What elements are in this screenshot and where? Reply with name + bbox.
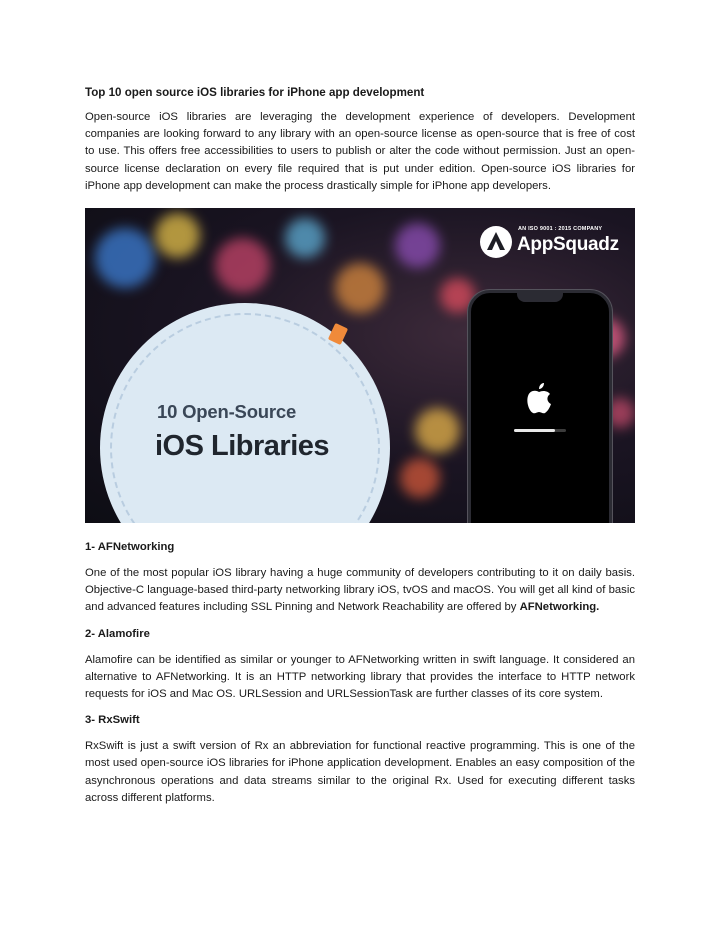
phone-notch <box>517 293 563 302</box>
bokeh-light <box>155 213 200 258</box>
boot-progress-bar <box>514 429 566 432</box>
apple-logo-icon <box>525 381 553 415</box>
section-body: RxSwift is just a swift version of Rx an abbreviation for functional reactive programming. This is one of the most used open-source iOS libraries for iPhone application development. Enables an easy composition of the asynchronous operations and data streams similar to the original Rx. Used for executing different tasks across different platforms. <box>85 740 635 804</box>
bokeh-light <box>335 263 385 313</box>
iphone-mockup <box>468 290 612 523</box>
bokeh-light <box>400 458 440 498</box>
brand-name: AppSquadz <box>517 234 619 256</box>
section-heading: 2- Alamofire <box>85 627 150 640</box>
bokeh-light <box>215 238 270 293</box>
document-page <box>85 84 635 807</box>
section-body <box>85 565 635 617</box>
article-title: Top 10 open source iOS libraries for iPhone app development <box>85 86 425 99</box>
bokeh-light <box>285 218 325 258</box>
section-body-text: One of the most popular iOS library having a huge community of developers contributing to it on daily basis. Objective-C language-based third-party networking library iOS, tvOS and macOS. You will get all kind of basic and advanced features including SSL Pinning and Network Reachability are offered by <box>85 567 635 614</box>
intro-paragraph: Open-source iOS libraries are leveraging the development experience of developers. Development companies are looking forward to any library with an open-source license as open-source that is free of cost to use. This offers free accessibilities to users to publish or alter the code without permission. Just an open-source license declaration on every file required that is put under edition. Open-source iOS libraries for iPhone app development can make the process drastically simple for iPhone app developers. <box>85 111 635 192</box>
badge-title: iOS Libraries <box>155 430 330 463</box>
section-heading: 1- AFNetworking <box>85 541 175 554</box>
appsquadz-logo-icon <box>480 226 512 258</box>
bokeh-light <box>395 223 440 268</box>
hero-image <box>85 208 635 523</box>
bokeh-light <box>95 228 155 288</box>
section-heading: 3- RxSwift <box>85 714 140 727</box>
boot-progress-fill <box>514 429 555 432</box>
badge-subtitle: 10 Open-Source <box>157 401 297 423</box>
bokeh-light <box>415 408 460 453</box>
section-body: Alamofire can be identified as similar or younger to AFNetworking written in swift language. It considered an alternative to AFNetworking. It is an HTTP networking library that provides the interface to HTTP network requests for iOS and Mac OS. URLSession and URLSessionTask are further classes of its core system. <box>85 653 635 701</box>
brand-certification: AN ISO 9001 : 2015 COMPANY <box>518 226 603 233</box>
brand-logo <box>480 222 630 262</box>
section-body-emphasis: AFNetworking. <box>519 601 600 614</box>
